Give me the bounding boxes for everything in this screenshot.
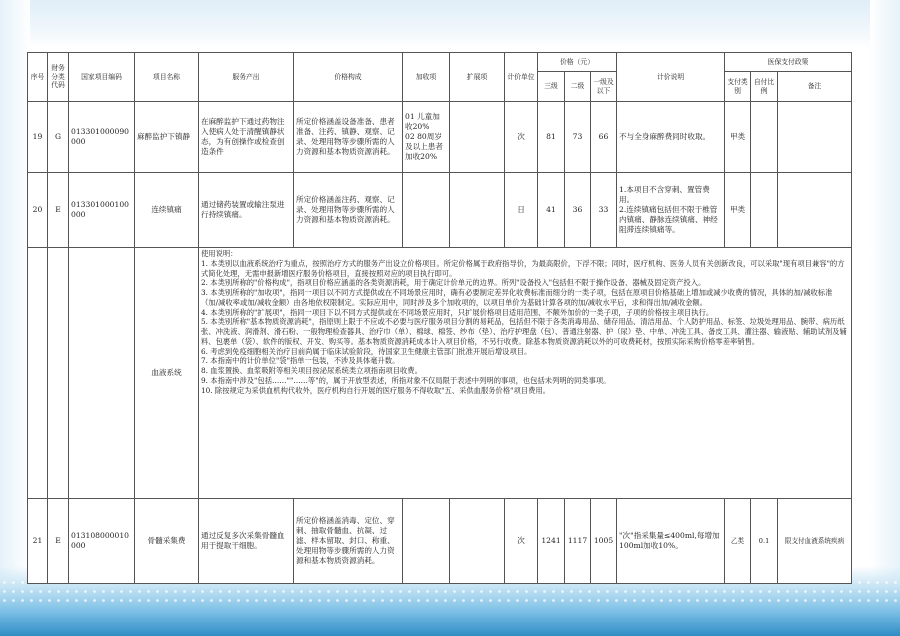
header-seq: 序号 bbox=[28, 53, 48, 102]
cell-category: G bbox=[48, 102, 69, 173]
cell-remark: 限支付血液系统疾病 bbox=[778, 499, 852, 584]
cell-unit: 日 bbox=[505, 173, 538, 248]
cell-name: 麻醉监护下镇静 bbox=[135, 102, 199, 173]
note-line: 2.连续镇痛包括但不限于椎管内镇痛、静脉连续镇痛、神经阻滞连续镇痛等。 bbox=[619, 204, 718, 235]
cell-price-level3: 1241 bbox=[538, 499, 565, 584]
cell-pay-category: 甲类 bbox=[725, 102, 751, 173]
header-add-items: 加收项 bbox=[403, 53, 450, 102]
cell-seq: 19 bbox=[28, 102, 48, 173]
cell-self-pay-ratio bbox=[751, 102, 778, 173]
cell-self-pay-ratio: 0.1 bbox=[751, 499, 778, 584]
cell-composition: 所定价格涵盖注药、观察、记录、处理用物等步骤所需的人力资源和基本物质资源消耗。 bbox=[294, 173, 403, 248]
cell-add bbox=[403, 173, 450, 248]
cell-unit: 次 bbox=[505, 102, 538, 173]
instruction-line: 8. 血浆置换、血浆吸附等相关项目按泌尿系统类立项指南项目收费。 bbox=[201, 366, 422, 376]
cell-extension bbox=[450, 102, 505, 173]
header-pricing-note: 计价说明 bbox=[617, 53, 725, 102]
cell-output: 通过反复多次采集骨髓血用于提取干细胞。 bbox=[199, 499, 294, 584]
table-row bbox=[28, 102, 852, 173]
header-pay-category: 支付类别 bbox=[725, 72, 751, 102]
instruction-line: 7. 本指南中的计价单位"袋"指单一包装，不涉及具体毫升数。 bbox=[201, 356, 400, 366]
note-line: 1.本项目不含穿刺、置管费用。 bbox=[619, 184, 710, 204]
table-row bbox=[28, 499, 852, 584]
instruction-line: 1. 本类别以血液系统治疗为重点，按照治疗方式的服务产出设立价格项目。所定价格属于政府指导价，为最高限价，下浮不限；同时，医疗机构、医务人员有关创新改良，可以采取"现有项目兼容"的方式简化处理，无需申报新增医疗服务价格项目，直接按照对应的项目执行即可。 bbox=[201, 258, 845, 278]
cell-remark bbox=[778, 102, 852, 173]
instruction-line: 9. 本指南中涉及"包括……""……等"的，属于开放型表述，所指对象不仅局限于表述中列明的事项，也包括未列明的同类事项。 bbox=[201, 375, 611, 385]
table-row bbox=[28, 173, 852, 248]
cell-price-level2: 36 bbox=[565, 173, 591, 248]
cell-unit: 次 bbox=[505, 499, 538, 584]
add-item: 01 儿童加收20% bbox=[405, 111, 440, 131]
cell-composition: 所定价格涵盖设备准备、患者准备、注药、镇静、观察、记录、处理用物等步骤所需的人力资源和基本物质资源消耗。 bbox=[294, 102, 403, 173]
cell-add bbox=[403, 499, 450, 584]
cell-code: 013301000100000 bbox=[69, 173, 135, 248]
cell-self-pay-ratio bbox=[751, 173, 778, 248]
cell-composition: 所定价格涵盖消毒、定位、穿刺、抽取骨髓血、抗凝、过滤、样本留取、封口、称重、处理用物等步骤所需的人力资源和基本物质资源消耗。 bbox=[294, 499, 403, 584]
header-row bbox=[28, 53, 852, 72]
cell-category: E bbox=[48, 173, 69, 248]
cell-code: 013108000010000 bbox=[69, 499, 135, 584]
cell-seq: 20 bbox=[28, 173, 48, 248]
cell-seq: 21 bbox=[28, 499, 48, 584]
cell-extension bbox=[450, 173, 505, 248]
instruction-line: 10. 除按规定为采供血机构代收外，医疗机构自行开展的医疗服务不得收取"五、采供血服务价格"项目费用。 bbox=[201, 385, 550, 395]
cell-pricing-note bbox=[617, 173, 725, 248]
cell-name: 连续镇痛 bbox=[135, 173, 199, 248]
background-right-band bbox=[870, 0, 900, 636]
cell-pay-category: 乙类 bbox=[725, 499, 751, 584]
section-instructions bbox=[199, 248, 852, 499]
cell-code: 013301000090000 bbox=[69, 102, 135, 173]
cell-name: 骨髓采集费 bbox=[135, 499, 199, 584]
cell-category: E bbox=[48, 499, 69, 584]
section-row bbox=[28, 248, 852, 499]
header-price-group: 价格（元） bbox=[538, 53, 617, 72]
cell-pricing-note: "次"指采集量≤400ml,每增加100ml加收10%。 bbox=[617, 499, 725, 584]
header-extension-items: 扩展项 bbox=[450, 53, 505, 102]
instruction-line: 2. 本类别所称的"价格构成"，指项目价格应涵盖的各类资源消耗，用于确定计价单元的边界。所列"设备投入"包括但不限于操作设备、器械及固定资产投入。 bbox=[201, 278, 706, 288]
header-price-composition: 价格构成 bbox=[294, 53, 403, 102]
header-item-name: 项目名称 bbox=[135, 53, 199, 102]
header-national-code: 国家项目编码 bbox=[69, 53, 135, 102]
cell-price-level3: 41 bbox=[538, 173, 565, 248]
instruction-line: 5. 本类别所称"基本物质资源消耗"，指原则上限于不应或不必要与医疗服务项目分割的易耗品，包括但不限于各类消毒用品、储存用品、清洁用品、个人防护用品、标签、垃圾处理用品、腕带、病历纸张、冲洗液、润滑剂、滑石粉、一般物理检查器具、治疗巾（单）、棉球、棉签、纱布（垫）、治疗护理盘（包）、普通注射器、护（尿）垫、中单、冲洗工具、备皮工具、灌注器、输液贴、辅助试剂及辅料、包裹单（袋）、软件的版权、开发、购买等。基本物质资源消耗成本计入项目价格，不另行收费。除基本物质资源消耗以外的可收费耗材，按照实际采购价格零差率销售。 bbox=[201, 317, 847, 346]
header-service-output: 服务产出 bbox=[199, 53, 294, 102]
header-category: 财务分类代码 bbox=[48, 53, 69, 102]
header-level3: 三级 bbox=[538, 72, 565, 102]
cell-price-level2: 73 bbox=[565, 102, 591, 173]
cell-price-level1: 33 bbox=[591, 173, 617, 248]
cell-output: 在麻醉监护下通过药物注入使病人处于清醒镇静状态，为有创操作或检查创造条件 bbox=[199, 102, 294, 173]
cell-price-level1: 1005 bbox=[591, 499, 617, 584]
header-level1: 一级及以下 bbox=[591, 72, 617, 102]
header-remark: 备注 bbox=[778, 72, 852, 102]
header-self-pay-ratio: 自付比例 bbox=[751, 72, 778, 102]
cell-output: 通过储药装置或输注泵进行持续镇痛。 bbox=[199, 173, 294, 248]
instruction-line: 3. 本类别所称的"加收项"，指同一项目以不同方式提供或在不同场景应用时，确有必要制定差异化收费标准而细分的一类子项，包括在原项目价格基础上增加或减少收费的情况，具体的加/减收标准（加/减收率或加/减收金额）由各地依权限制定。实际应用中，同时涉及多个加收项的，以项目单价为基础计算各项的加/减收水平后，求和得出加/减收金额。 bbox=[201, 288, 833, 307]
header-level2: 二级 bbox=[565, 72, 591, 102]
background-top-band bbox=[0, 0, 900, 48]
section-name: 血液系统 bbox=[135, 248, 199, 499]
instruction-line: 使用说明： bbox=[201, 249, 238, 258]
instruction-line: 4. 本类别所称的"扩展项"，指同一项目下以不同方式提供或在不同场景应用时，只扩展价格项目适用范围、不额外加价的一类子项，子项的价格按主项目执行。 bbox=[201, 307, 714, 317]
cell-pay-category: 甲类 bbox=[725, 173, 751, 248]
cell-add bbox=[403, 102, 450, 173]
header-insurance-group: 医保支付政策 bbox=[725, 53, 852, 72]
cell-pricing-note: 不与全身麻醉费同时收取。 bbox=[617, 102, 725, 173]
add-item: 02 80周岁及以上患者加收20% bbox=[405, 131, 443, 162]
cell-remark bbox=[778, 173, 852, 248]
pricing-table bbox=[27, 52, 852, 584]
cell-extension bbox=[450, 499, 505, 584]
cell-price-level1: 66 bbox=[591, 102, 617, 173]
background-left-band bbox=[0, 0, 30, 636]
header-unit: 计价单位 bbox=[505, 53, 538, 102]
instruction-line: 6. 考虑到免疫细胞相关治疗目前尚属于临床试验阶段，待国家卫生健康主管部门批准开展后增设项目。 bbox=[201, 346, 532, 356]
cell-price-level2: 1117 bbox=[565, 499, 591, 584]
cell-price-level3: 81 bbox=[538, 102, 565, 173]
